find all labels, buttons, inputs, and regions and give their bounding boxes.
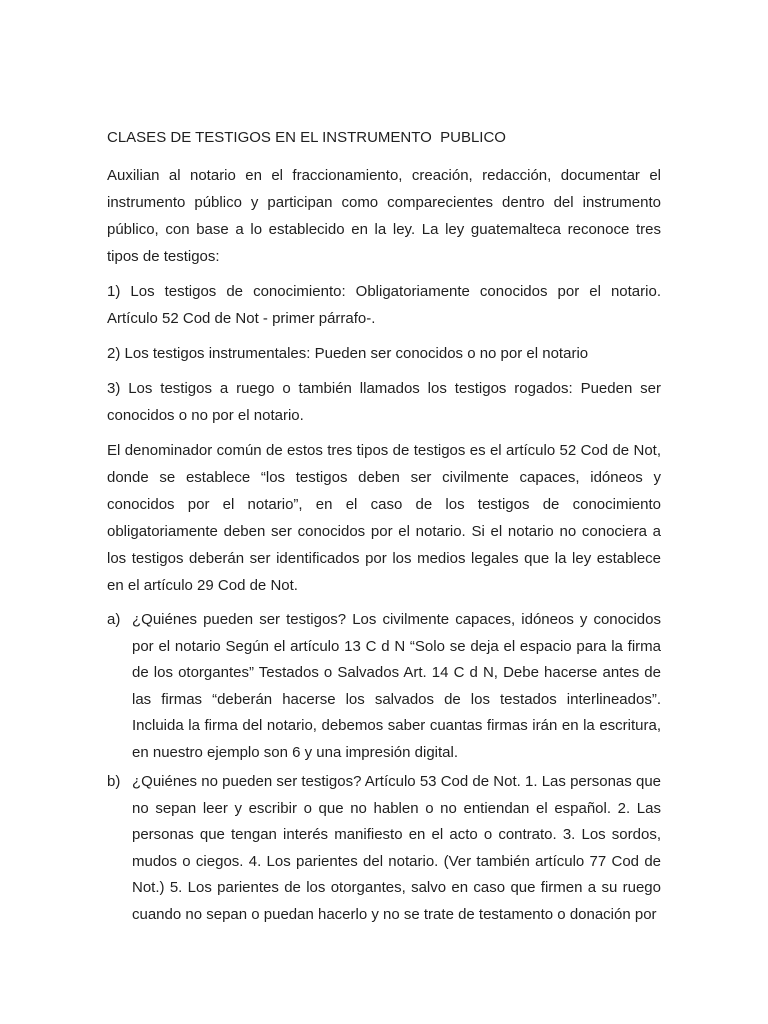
witness-type-1-paragraph: 1) Los testigos de conocimiento: Obligatoriamente conocidos por el notario. Artículo 52 Cod de Not - primer párrafo-. bbox=[107, 283, 661, 327]
list-item-text: ¿Quiénes pueden ser testigos? Los civilmente capaces, idóneos y conocidos por el notario Según el artículo 13 C d N “Solo se deja el espacio para la firma de los otorgantes” Testados o Salvados Art. 14 C d N, Debe hacerse antes de las firmas “deberán hacerse los salvados de los testados interlineados”. Incluida la firma del notario, debemos saber cuantas firmas irán en la escritura, en nuestro ejemplo son 6 y una impresión digital. bbox=[132, 611, 661, 761]
common-denominator-paragraph: El denominador común de estos tres tipos de testigos es el artículo 52 Cod de Not, donde se establece “los testigos deben ser civilmente capaces, idóneos y conocidos por el notario”, en el caso de los testigos de conocimiento obligatoriamente deben ser conocidos por el notario. Si el notario no conociera a los testigos deberán ser identificados por los medios legales que la ley establece en el artículo 29 Cod de Not. bbox=[107, 442, 661, 594]
witness-type-2-paragraph: 2) Los testigos instrumentales: Pueden ser conocidos o no por el notario bbox=[107, 345, 589, 362]
witness-type-3-paragraph: 3) Los testigos a ruego o también llamados los testigos rogados: Pueden ser conocidos o no por el notario. bbox=[107, 380, 661, 424]
intro-paragraph: Auxilian al notario en el fraccionamiento, creación, redacción, documentar el instrumento público y participan como comparecientes dentro del instrumento público, con base a lo establecido en la ley. La ley guatemalteca reconoce tres tipos de testigos: bbox=[107, 167, 661, 265]
list-marker: b) bbox=[107, 773, 121, 790]
document-title: CLASES DE TESTIGOS EN EL INSTRUMENTO PUBLICO bbox=[107, 129, 506, 146]
list-item-a bbox=[107, 607, 661, 766]
questions-list bbox=[107, 607, 661, 928]
list-item-text: ¿Quiénes no pueden ser testigos? Artículo 53 Cod de Not. 1. Las personas que no sepan leer y escribir o que no hablen o no entiendan el español. 2. Las personas que tengan interés manifiesto en el acto o contrato. 3. Los sordos, mudos o ciegos. 4. Los parientes del notario. (Ver también artículo 77 Cod de Not.) 5. Los parientes de los otorgantes, salvo en caso que firmen a su ruego cuando no sepan o puedan hacerlo y no se trate de testamento o donación por bbox=[132, 773, 661, 923]
list-marker: a) bbox=[107, 611, 121, 628]
list-item-b bbox=[107, 769, 661, 928]
